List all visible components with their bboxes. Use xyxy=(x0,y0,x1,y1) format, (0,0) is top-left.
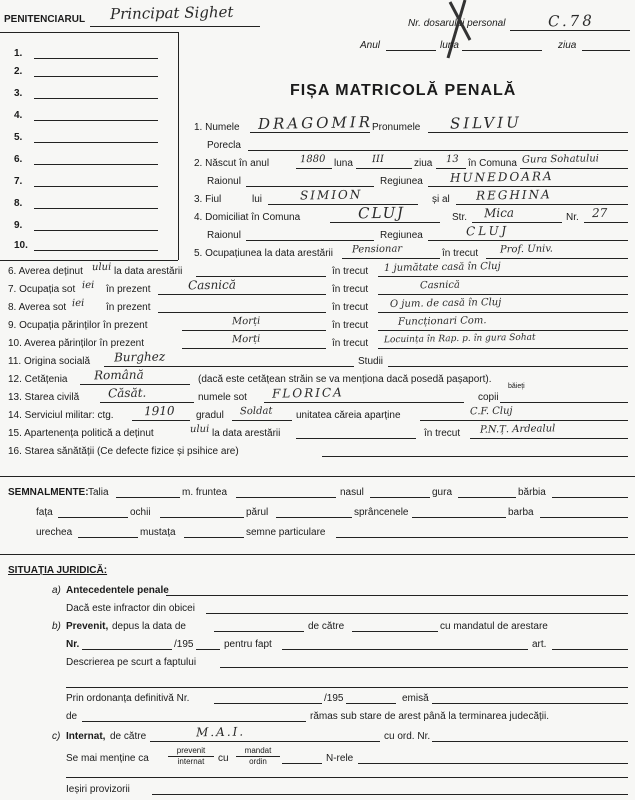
f10-trecut-label: în trecut xyxy=(332,338,369,349)
f3-tata: SIMION xyxy=(299,187,363,203)
f6-mid: la data arestării xyxy=(114,266,183,277)
ziua-label: ziua xyxy=(558,40,577,51)
f2-ziua: 13 xyxy=(445,153,459,166)
ord-195-label: /195 xyxy=(324,693,344,704)
f13-value: Căsăt. xyxy=(107,385,147,401)
f14-ctg: 1910 xyxy=(143,403,175,419)
f2-luna-label: luna xyxy=(334,158,353,169)
penitenciar-label: PENITENCIARUL xyxy=(4,14,86,25)
f15-trecut-label: în trecut xyxy=(424,428,461,439)
fruntea-label: m. fruntea xyxy=(182,487,228,498)
emisa-label: emisă xyxy=(402,693,429,704)
f9-trecut-label: în trecut xyxy=(332,320,369,331)
list-number: 9. xyxy=(14,220,23,231)
f10-trecut: Locuința în Rap. p. în gura Sohat xyxy=(383,332,536,346)
penitenciar-value: Principat Sighet xyxy=(109,2,234,24)
depus-label: depus la data de xyxy=(112,621,186,632)
prevenit-internat-fraction xyxy=(168,746,214,767)
f6-trecut-label: în trecut xyxy=(332,266,369,277)
f2-ziua-label: ziua xyxy=(414,158,433,169)
list-number: 7. xyxy=(14,176,23,187)
f13-sot: FLORICA xyxy=(271,385,344,401)
f2-comuna-label: în Comuna xyxy=(468,158,517,169)
unitatea-label: unitatea căreia aparține xyxy=(296,410,401,421)
mentine-label: Se mai menține ca xyxy=(66,753,149,764)
nr-label: Nr. xyxy=(66,639,80,650)
f3-lui-label: lui xyxy=(252,194,263,205)
f9-label: 9. Ocupația părinților în prezent xyxy=(8,320,148,331)
mustata-label: mustața xyxy=(140,527,176,538)
f4-str: Mica xyxy=(483,205,515,221)
dosar-label: Nr. dosarului personal xyxy=(408,18,506,29)
f4-nr: 27 xyxy=(591,205,608,221)
f8-prezent-label: în prezent xyxy=(106,302,151,313)
list-number: 1. xyxy=(14,48,23,59)
f11-value: Burghez xyxy=(113,349,166,365)
f9-prezent: Morți xyxy=(231,315,261,328)
list-line xyxy=(34,142,158,143)
list-line xyxy=(34,120,158,121)
pentru-fapt-label: pentru fapt xyxy=(224,639,272,650)
copii-note: băieți xyxy=(508,383,525,390)
barba-label: barba xyxy=(508,507,534,518)
f12-value: Română xyxy=(93,367,144,383)
f3-mama: REGHINA xyxy=(475,187,552,203)
f8-trecut: O jum. de casă în Cluj xyxy=(389,297,502,310)
obicei-label: Dacă este infractor din obicei xyxy=(66,603,195,614)
prevenit-option: prevenit xyxy=(168,746,214,757)
sprancenele-label: sprâncenele xyxy=(354,507,409,518)
regiunea2-label: Regiunea xyxy=(380,230,423,241)
f4-nr-label: Nr. xyxy=(566,212,579,223)
f13-sot-label: numele sot xyxy=(198,392,247,403)
c-label: c) xyxy=(52,731,61,742)
cu-ord-label: cu ord. Nr. xyxy=(384,731,431,742)
section-divider-2 xyxy=(0,554,635,555)
luna-label: luna xyxy=(440,40,459,51)
f4-str-label: Str. xyxy=(452,212,468,223)
f7-prezent: Casnică xyxy=(187,277,237,293)
f9-trecut: Funcționari Com. xyxy=(397,315,487,328)
c-value: M.A.I. xyxy=(195,724,246,740)
internat-option: internat xyxy=(177,757,205,766)
f12-label: 12. Cetățenia xyxy=(8,374,68,385)
f15-label: 15. Apartenența politică a deținut xyxy=(8,428,154,439)
f3-si-label: și al xyxy=(432,194,450,205)
list-line xyxy=(34,208,158,209)
f2-comuna: Gura Sohatului xyxy=(521,153,600,166)
dosar-line xyxy=(510,30,630,31)
f2-luna: III xyxy=(371,153,384,166)
an-195-label: /195 xyxy=(174,639,194,650)
f14-label: 14. Serviciul militar: ctg. xyxy=(8,410,114,421)
mandat-label: cu mandatul de arestare xyxy=(440,621,548,632)
f8-trecut-label: în trecut xyxy=(332,302,369,313)
f11-label: 11. Origina socială xyxy=(8,356,91,367)
iesiri-label: Ieșiri provizorii xyxy=(66,784,130,795)
list-line xyxy=(34,164,158,165)
prenume-label: Pronumele xyxy=(372,122,421,133)
nrele-label: N-rele xyxy=(326,753,354,764)
list-line xyxy=(34,250,158,251)
left-box-border xyxy=(178,32,179,260)
f15-mid: la data arestării xyxy=(212,428,281,439)
f12-note: (dacă este cetățean străin se va menționa dacă posedă pașaport). xyxy=(198,374,492,385)
prevenit-label: Prevenit, xyxy=(66,621,109,632)
f13-label: 13. Starea civilă xyxy=(8,392,80,403)
f8-a: iei xyxy=(71,297,85,310)
f1-label: 1. Numele xyxy=(194,122,240,133)
dosar-value: C.78 xyxy=(547,11,595,31)
regiunea-label: Regiunea xyxy=(380,176,423,187)
list-number: 3. xyxy=(14,88,23,99)
de-label: de xyxy=(66,711,78,722)
c-catre-label: de către xyxy=(110,731,147,742)
gura-label: gura xyxy=(432,487,453,498)
ochii-label: ochii xyxy=(130,507,151,518)
raionul-label: Raionul xyxy=(207,176,241,187)
list-number: 2. xyxy=(14,66,23,77)
parul-label: părul xyxy=(246,507,269,518)
raionul2-label: Raionul xyxy=(207,230,241,241)
f4-regiunea: CLUJ xyxy=(465,223,510,239)
f7-a: iei xyxy=(81,279,95,292)
list-number: 6. xyxy=(14,154,23,165)
f2-label: 2. Născut în anul xyxy=(194,158,270,169)
studii-label: Studii xyxy=(358,356,384,367)
internat-label: Internat, xyxy=(66,731,106,742)
f2-an: 1880 xyxy=(299,153,326,166)
anul-label: Anul xyxy=(360,40,381,51)
f4-comuna: CLUJ xyxy=(357,203,406,223)
f7-label: 7. Ocupația sot xyxy=(8,284,76,295)
list-line xyxy=(34,186,158,187)
list-line xyxy=(34,98,158,99)
f1-value: DRAGOMIR xyxy=(257,112,374,134)
mandat-ordin-fraction xyxy=(236,746,280,767)
porecla-label: Porecla xyxy=(207,140,241,151)
f6-label: 6. Averea deținut xyxy=(8,266,83,277)
f7-trecut: Casnică xyxy=(419,279,461,292)
ramas-label: rămas sub stare de arest până la terminarea judecății. xyxy=(310,711,550,722)
art-label: art. xyxy=(532,639,547,650)
list-number: 5. xyxy=(14,132,23,143)
f3-label: 3. Fiul xyxy=(194,194,222,205)
semne-label: semne particulare xyxy=(246,527,326,538)
f10-prezent: Morți xyxy=(231,333,261,346)
gradul-label: gradul xyxy=(196,410,224,421)
cu-label: cu xyxy=(218,753,229,764)
f7-prezent-label: în prezent xyxy=(106,284,151,295)
f8-label: 8. Averea sot xyxy=(8,302,67,313)
f2-regiunea: HUNEDOARA xyxy=(449,169,554,185)
f5-value: Pensionar xyxy=(351,243,403,256)
list-number: 10. xyxy=(14,240,28,251)
mandat-option: mandat xyxy=(236,746,280,757)
f5-label: 5. Ocupațiunea la data arestării xyxy=(194,248,333,259)
f16-label: 16. Starea sănătății (Ce defecte fizice și psihice are) xyxy=(8,446,239,457)
f7-trecut-label: în trecut xyxy=(332,284,369,295)
f14-unit: C.F. Cluj xyxy=(469,405,513,418)
penitenciar-line xyxy=(90,26,260,27)
urechea-label: urechea xyxy=(36,527,73,538)
barbia-label: bărbia xyxy=(518,487,546,498)
f10-label: 10. Averea părinților în prezent xyxy=(8,338,145,349)
f15-trecut: P.N.Ț. Ardealul xyxy=(479,423,556,436)
fata-label: fața xyxy=(36,507,53,518)
f14-grad: Soldat xyxy=(239,405,273,418)
form-title: FIȘA MATRICOLĂ PENALĂ xyxy=(290,82,517,99)
list-number: 8. xyxy=(14,198,23,209)
list-line xyxy=(34,58,158,59)
list-number: 4. xyxy=(14,110,23,121)
talia-label: Talia xyxy=(88,487,109,498)
a-label: a) xyxy=(52,585,61,596)
f5-trecut-label: în trecut xyxy=(442,248,479,259)
f4-label: 4. Domiciliat în Comuna xyxy=(194,212,301,223)
f15-a: ului xyxy=(189,423,210,436)
catre-label: de către xyxy=(308,621,345,632)
prenume-value: SILVIU xyxy=(449,113,522,133)
b-label: b) xyxy=(52,621,61,632)
section-divider-1 xyxy=(0,476,635,477)
list-line xyxy=(34,76,158,77)
list-line xyxy=(34,230,158,231)
f6-a: ului xyxy=(91,261,112,274)
nasul-label: nasul xyxy=(340,487,364,498)
f6-trecut: 1 jumătate casă în Cluj xyxy=(383,260,501,275)
copii-label: copii xyxy=(478,392,499,403)
descrierea-label: Descrierea pe scurt a faptului xyxy=(66,657,197,668)
semnalmente-label: SEMNALMENTE: xyxy=(8,487,89,498)
ordin-option: ordin xyxy=(249,757,267,766)
antecedente-label: Antecedentele penale xyxy=(66,585,169,596)
f5-trecut: Prof. Univ. xyxy=(499,243,554,256)
pen-mark-icon xyxy=(440,0,480,60)
juridica-label: SITUAȚIA JURIDICĂ: xyxy=(8,565,108,576)
ordonanta-label: Prin ordonanța definitivă Nr. xyxy=(66,693,190,704)
